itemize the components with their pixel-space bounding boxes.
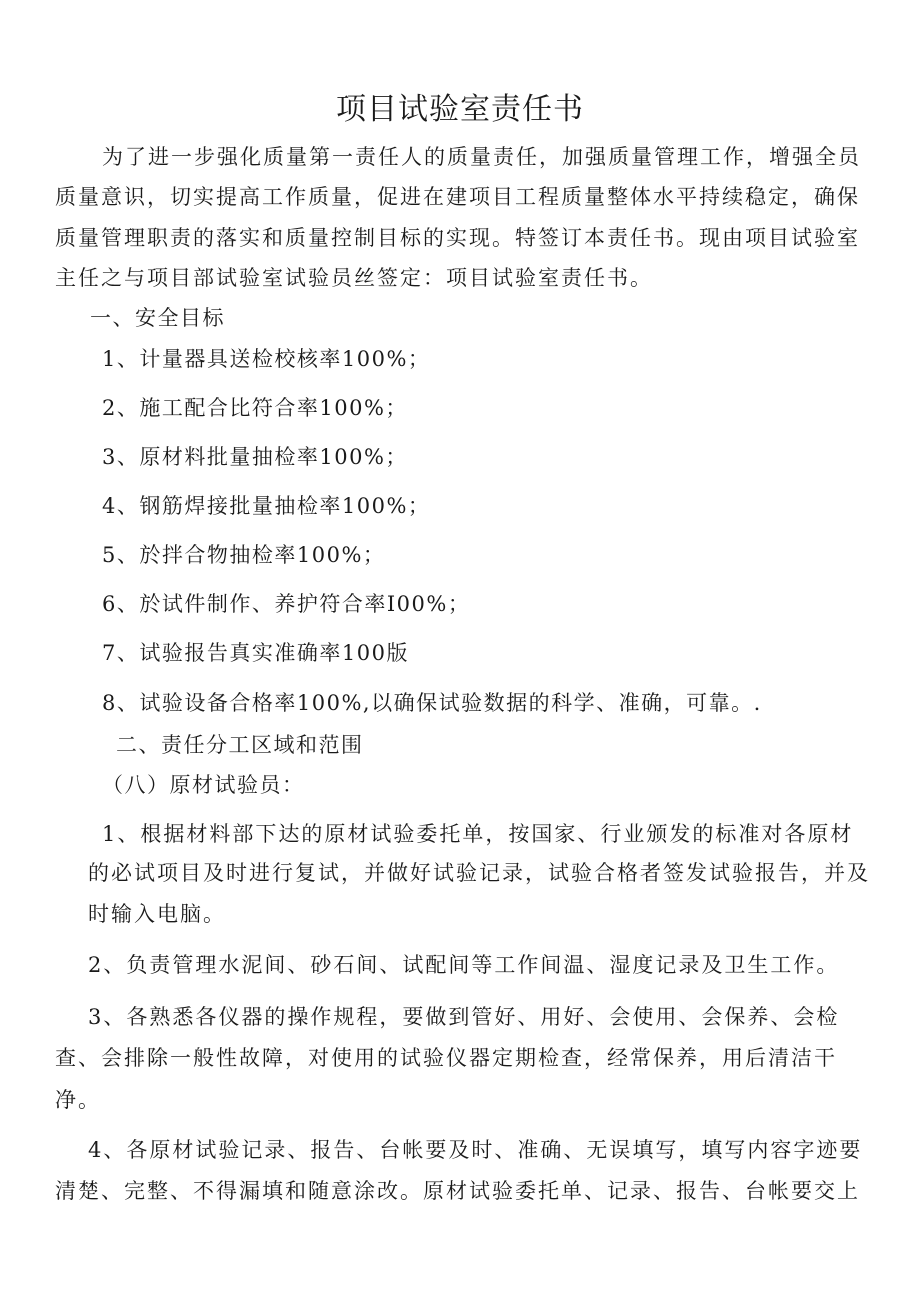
goal-item-5: 5、於拌合物抽检率100%；: [102, 543, 386, 567]
goal-item-3: 3、原材料批量抽检率100%；: [102, 445, 408, 469]
document-title: 项目试验室责任书: [336, 92, 584, 127]
duty-1-line-2: 的必试项目及时进行复试，并做好试验记录，试验合格者签发试验报告，并及: [88, 861, 870, 885]
duty-3-line-1: 3、各熟悉各仪器的操作规程，要做到管好、用好、会使用、会保养、会检: [88, 1005, 840, 1029]
section-heading-responsibility: 二、责任分工区域和范围: [116, 733, 364, 757]
intro-line-1: 为了进一步强化质量第一责任人的质量责任，加强质量管理工作，增强全员: [102, 145, 861, 169]
duty-4-line-2: 清楚、完整、不得漏填和随意涂改。原材试验委托单、记录、报告、台帐要交上: [55, 1179, 860, 1203]
goal-item-7: 7、试验报告真实准确率100版: [102, 641, 409, 665]
intro-line-2: 质量意识，切实提高工作质量，促进在建项目工程质量整体水平持续稳定，确保: [55, 185, 860, 209]
duty-2-line-1: 2、负责管理水泥间、砂石间、试配间等工作间温、湿度记录及卫生工作。: [88, 953, 840, 977]
intro-line-3: 质量管理职责的落实和质量控制目标的实现。特签订本责任书。现由项目试验室: [55, 226, 860, 250]
duty-1-line-3: 时输入电脑。: [88, 902, 226, 926]
goal-item-4: 4、钢筋焊接批量抽检率100%；: [102, 494, 431, 518]
duty-3-line-2: 查、会排除一般性故障，对使用的试验仪器定期检查，经常保养，用后清洁干: [55, 1046, 837, 1070]
subheading-raw-material-tester: （八）原材试验员：: [102, 773, 305, 797]
goal-item-1: 1、计量器具送检校核率100%；: [102, 347, 431, 371]
section-heading-safety-goals: 一、安全目标: [90, 306, 225, 330]
goal-item-6: 6、於试件制作、养护符合率I00%；: [102, 592, 471, 616]
duty-3-line-3: 净。: [55, 1088, 101, 1112]
duty-4-line-1: 4、各原材试验记录、报告、台帐要及时、准确、无误填写，填写内容字迹要: [88, 1138, 863, 1162]
intro-line-4: 主任之与项目部试验室试验员丝签定：项目试验室责任书。: [55, 266, 653, 290]
duty-1-line-1: 1、根据材料部下达的原材试验委托单，按国家、行业颁发的标准对各原材: [102, 822, 854, 846]
goal-item-2: 2、施工配合比符合率100%；: [102, 396, 408, 420]
goal-item-8: 8、试验设备合格率100%,以确保试验数据的科学、准确，可靠。.: [102, 691, 762, 715]
